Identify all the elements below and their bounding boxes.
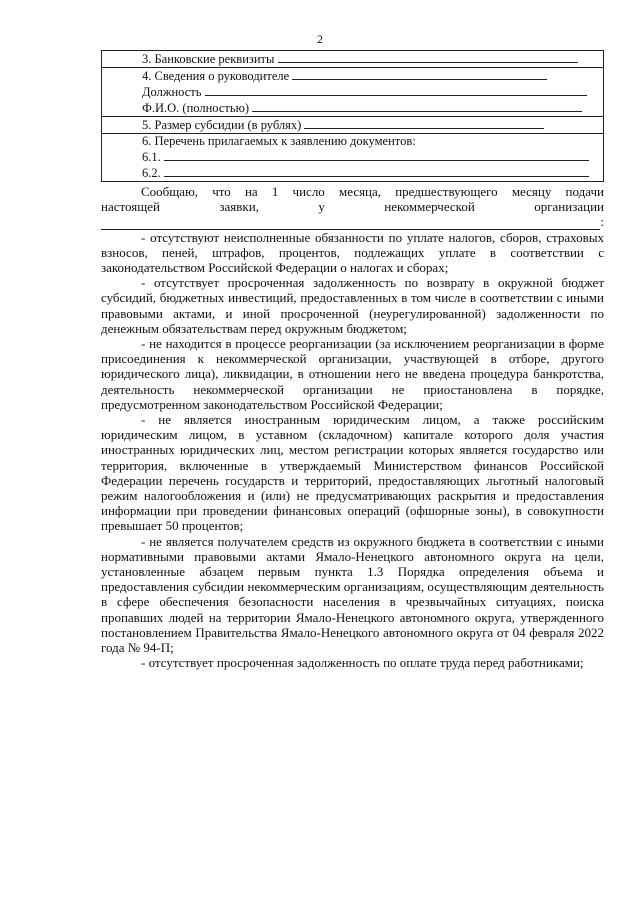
condition-paragraph: - не является получателем средств из окружного бюджета в соответствии с иными нормативными правовыми актами Ямало-Ненецкого автономного округа на цели, установленные абзацем первым пункта 1.3 Порядка определения объема и предоставления субсидии некоммерческим организациям, осуществляющим деятельность в сфере обеспечения безопасности населения в чрезвычайных ситуациях, поиска пропавших людей на территории Ямало-Ненецкого автономного округа, утвержденного постановлением Правительства Ямало-Ненецкого автономного округа от 04 февраля 2022 года № 94-П; bbox=[101, 533, 604, 656]
intro-line-1: Сообщаю, что на 1 число месяца, предшествующего месяцу подачи bbox=[141, 184, 604, 199]
doc-1-label: 6.1. bbox=[142, 150, 161, 164]
bank-details-fill-line bbox=[278, 51, 578, 63]
condition-paragraph: - не находится в процессе реорганизации (за исключением реорганизации в форме присоединения к некоммерческой организации, участвующей в отборе, другого юридического лица), ликвидации, в отношении него не введена процедура банкротства, деятельность некоммерческой организации не приостановлена в порядке, предусмотренном законодательством Российской Федерации; bbox=[101, 336, 604, 412]
doc-2-label: 6.2. bbox=[142, 166, 161, 180]
doc-2-fill-line bbox=[164, 165, 589, 177]
manager-info-label: 4. Сведения о руководителе bbox=[142, 69, 290, 83]
organization-name-line bbox=[101, 214, 604, 229]
table-row bbox=[102, 68, 604, 117]
doc-1-fill-line bbox=[164, 149, 589, 161]
organization-line-colon: : bbox=[600, 214, 604, 230]
manager-info-fill-line bbox=[292, 68, 547, 80]
condition-paragraph: - не является иностранным юридическим лицом, а также российским юридическим лицом, в уставном (складочном) капитале которого доля участия иностранных юридических лиц, местом регистрации которых является государство или территория, включенные в утверждаемый Министерством финансов Российской Федерации перечень государств и территорий, предоставляющих льготный налоговый режим налогообложения и (или) не предусматривающих раскрытия и предоставления информации при проведении финансовых операций (офшорные зоны), в совокупности превышает 50 процентов; bbox=[101, 412, 604, 534]
position-label: Должность bbox=[142, 85, 202, 99]
attached-docs-cell bbox=[102, 134, 604, 182]
declaration-text bbox=[101, 184, 604, 671]
subsidy-amount-cell bbox=[102, 117, 604, 134]
manager-info-cell bbox=[102, 68, 604, 117]
bank-details-label: 3. Банковские реквизиты bbox=[142, 52, 275, 66]
table-row bbox=[102, 134, 604, 182]
attached-docs-label: 6. Перечень прилагаемых к заявлению документов: bbox=[142, 134, 416, 148]
page-number: 2 bbox=[317, 32, 323, 46]
condition-paragraph: - отсутствует просроченная задолженность по возврату в окружной бюджет субсидий, бюджетных инвестиций, предоставленных в том числе в соответствии с иными правовыми актами, и иной просроченной (неурегулированной) задолженности по денежным обязательствам перед окружным бюджетом; bbox=[101, 275, 604, 336]
table-row bbox=[102, 51, 604, 68]
subsidy-amount-label: 5. Размер субсидии (в рублях) bbox=[142, 118, 302, 132]
condition-paragraph: - отсутствуют неисполненные обязанности по уплате налогов, сборов, страховых взносов, пеней, штрафов, процентов, подлежащих уплате в соответствии с законодательством Российской Федерации о налогах и сборах; bbox=[101, 229, 604, 276]
position-fill-line bbox=[205, 84, 587, 96]
intro-line-2: настоящей заявки, у некоммерческой организации bbox=[101, 199, 604, 215]
bank-details-cell bbox=[102, 51, 604, 68]
condition-paragraph: - отсутствует просроченная задолженность по оплате труда перед работниками; bbox=[141, 655, 584, 671]
organization-name-blank bbox=[101, 217, 600, 230]
table-row bbox=[102, 117, 604, 134]
full-name-fill-line bbox=[252, 100, 582, 112]
full-name-label: Ф.И.О. (полностью) bbox=[142, 101, 250, 115]
application-form-table bbox=[101, 50, 604, 182]
subsidy-amount-fill-line bbox=[304, 117, 544, 129]
